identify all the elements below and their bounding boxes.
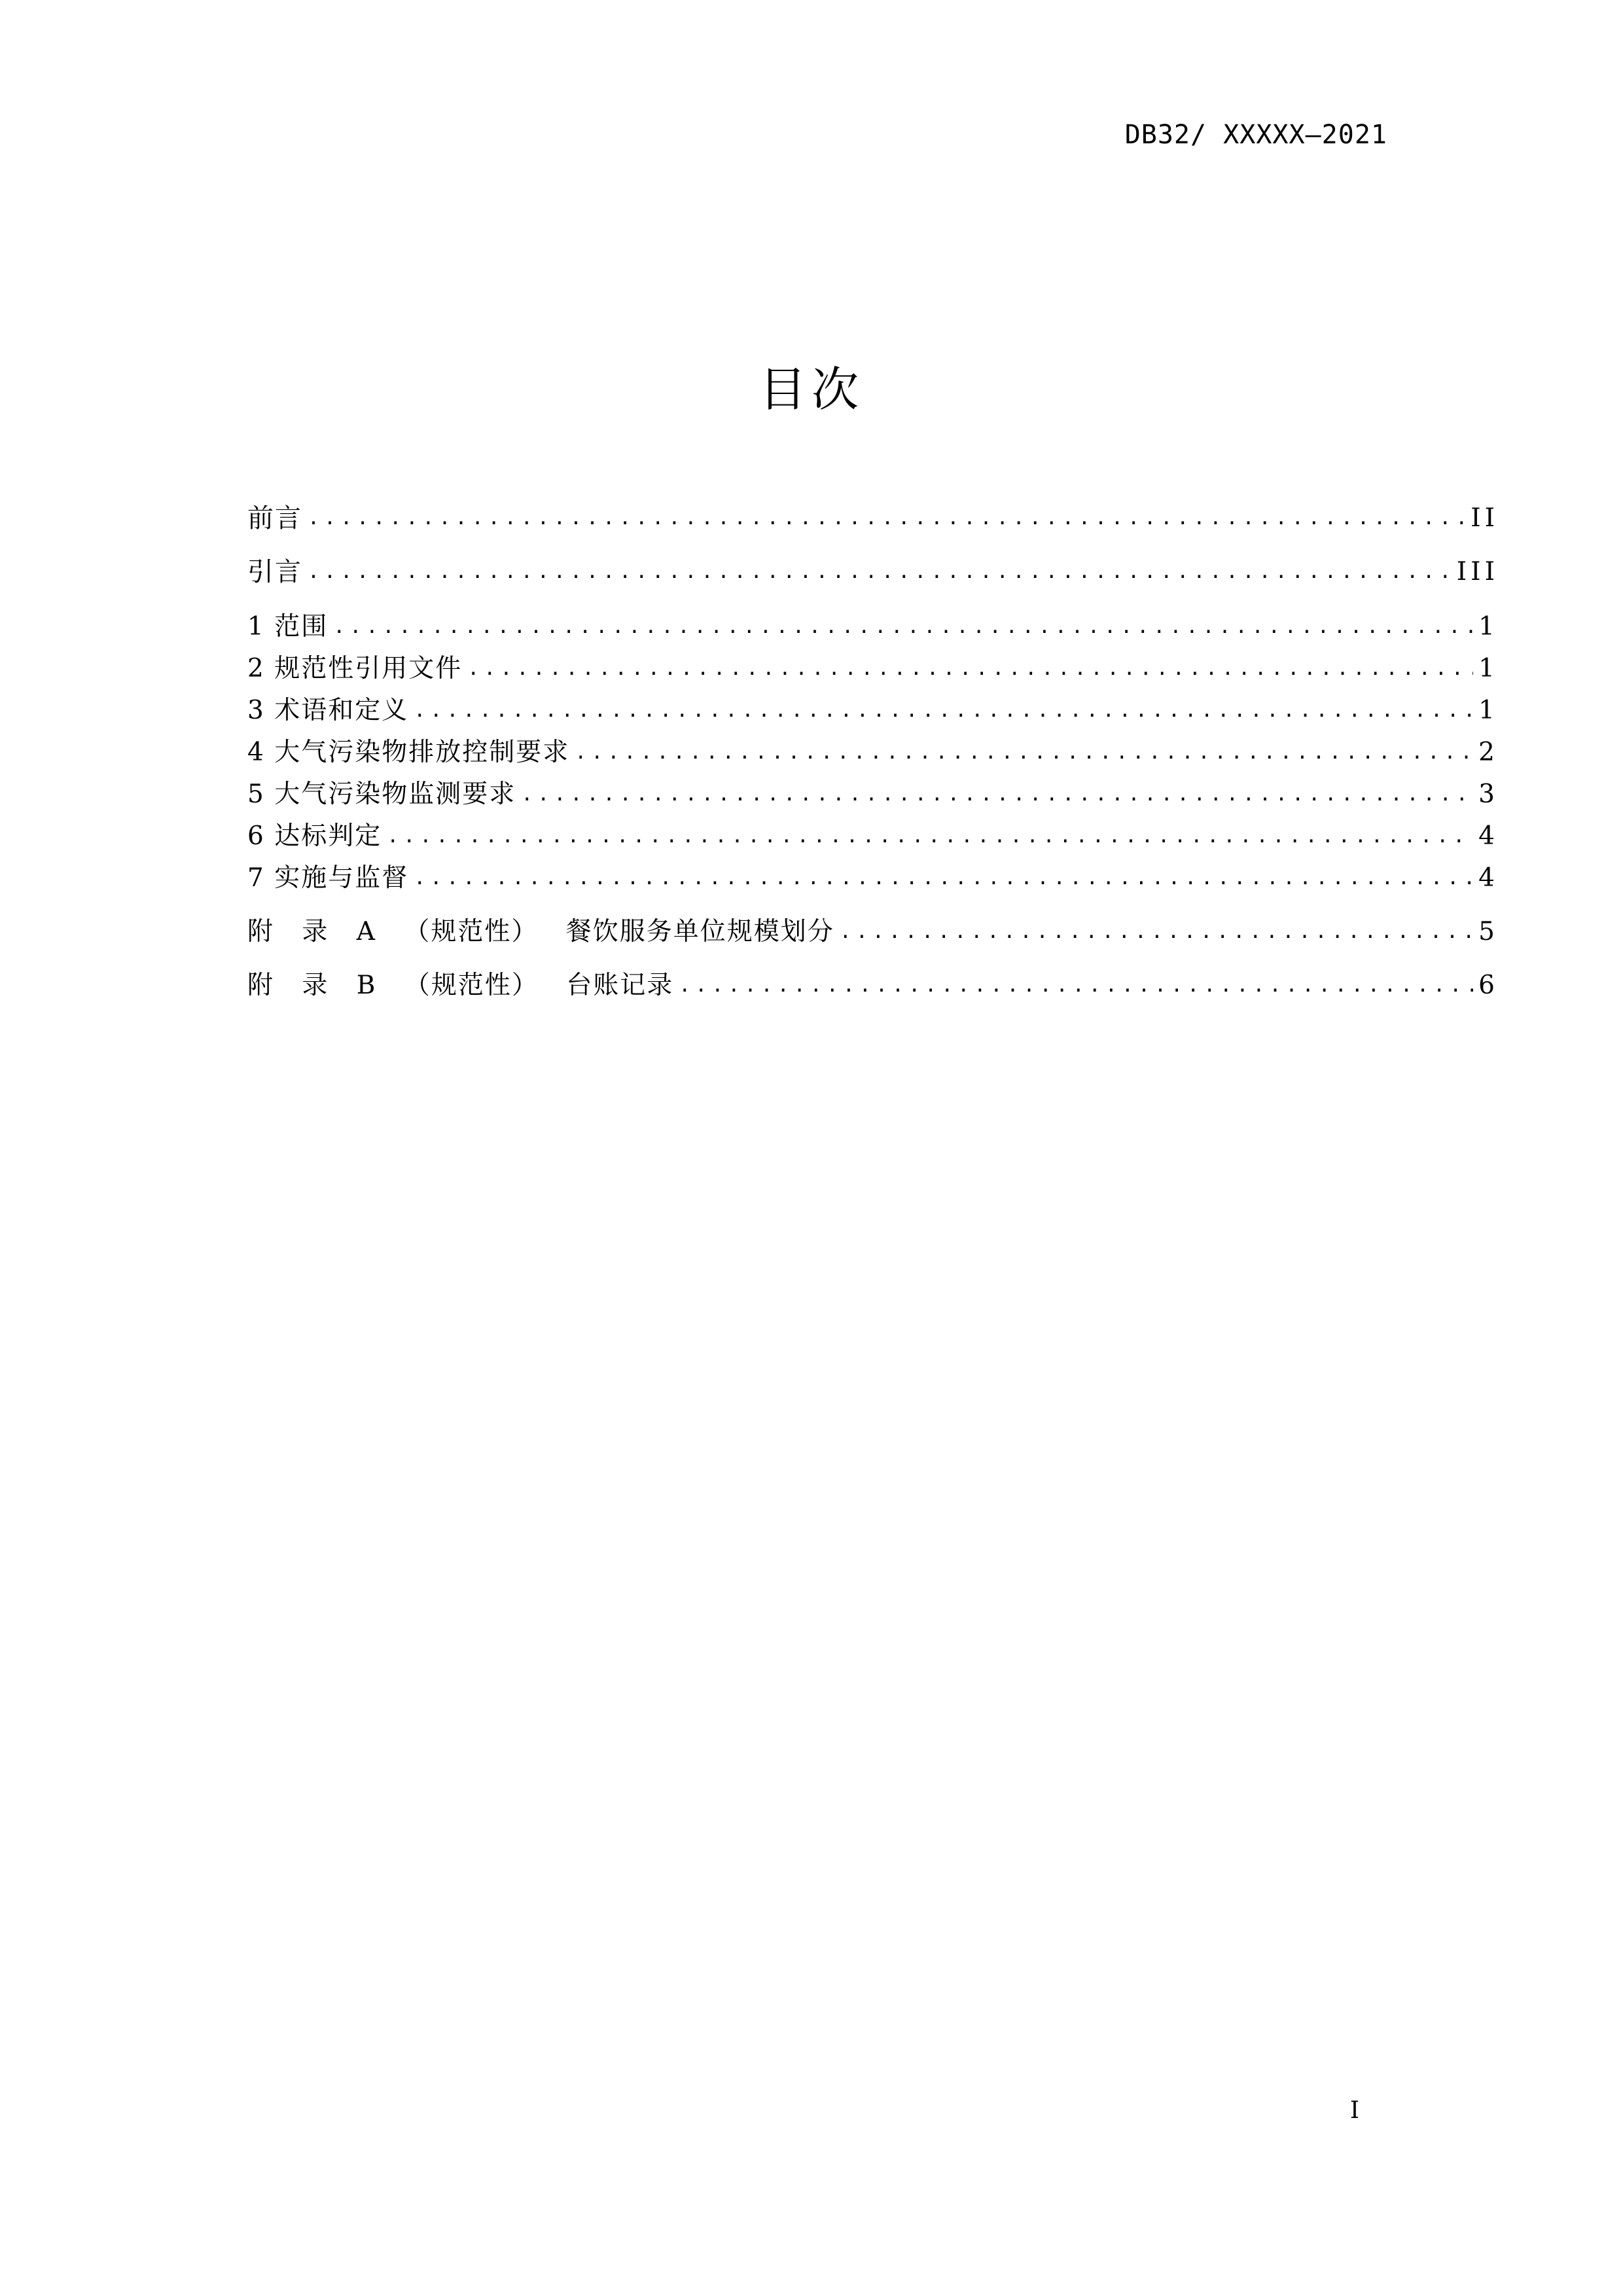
toc-entry-scope[interactable] (247, 606, 1499, 645)
toc-entry-label: 2 规范性引用文件 (247, 654, 463, 683)
toc-entry-page: III (1456, 557, 1499, 586)
toc-entry-page: 1 (1478, 612, 1499, 641)
dot-leader (521, 776, 1473, 813)
dot-leader (679, 967, 1473, 1004)
toc-entry-appendix-b[interactable] (247, 965, 1499, 1004)
toc-entry-label: 5 大气污染物监测要求 (247, 780, 516, 809)
toc-entry-emission-control[interactable] (247, 732, 1499, 771)
page-title: 目次 (758, 362, 864, 417)
toc-entry-implementation[interactable] (247, 857, 1499, 897)
toc-entry-normative-references[interactable] (247, 648, 1499, 687)
document-code: DB32/ XXXXX—2021 (1124, 120, 1387, 150)
dot-leader (308, 554, 1452, 590)
toc-entry-label: 1 范围 (247, 612, 329, 641)
dot-leader (840, 914, 1473, 950)
toc-entry-label: 附 录 A （规范性） 餐饮服务单位规模划分 (247, 917, 834, 946)
toc-entry-label: 附 录 B （规范性） 台账记录 (247, 971, 674, 1000)
toc-entry-page: 1 (1478, 696, 1499, 725)
toc-entry-foreword[interactable] (247, 497, 1499, 537)
toc-entry-terms-definitions[interactable] (247, 690, 1499, 729)
toc-entry-label: 6 达标判定 (247, 821, 382, 851)
toc-entry-appendix-a[interactable] (247, 911, 1499, 950)
toc-entry-label: 7 实施与监督 (247, 863, 409, 893)
toc-entry-introduction[interactable] (247, 551, 1499, 590)
toc-entry-page: II (1471, 503, 1499, 533)
toc-entry-page: 6 (1478, 971, 1499, 1000)
toc-entry-label: 前言 (247, 503, 302, 533)
dot-leader (575, 734, 1473, 771)
dot-leader (387, 818, 1473, 855)
toc-entry-label: 3 术语和定义 (247, 696, 409, 725)
dot-leader (467, 651, 1473, 687)
toc-entry-page: 5 (1478, 917, 1499, 946)
toc-entry-page: 2 (1478, 738, 1499, 767)
dot-leader (414, 860, 1473, 897)
page-number: I (1349, 2097, 1360, 2124)
dot-leader (333, 609, 1473, 645)
toc-entry-monitoring[interactable] (247, 774, 1499, 813)
toc-entry-page: 1 (1478, 654, 1499, 683)
toc-entry-page: 3 (1478, 780, 1499, 809)
toc-entry-page: 4 (1478, 821, 1499, 851)
toc-entry-label: 引言 (247, 557, 302, 587)
toc-entry-label: 4 大气污染物排放控制要求 (247, 738, 570, 767)
toc-entry-page: 4 (1478, 863, 1499, 893)
toc-entry-compliance[interactable] (247, 816, 1499, 855)
dot-leader (414, 692, 1473, 729)
dot-leader (308, 500, 1465, 537)
